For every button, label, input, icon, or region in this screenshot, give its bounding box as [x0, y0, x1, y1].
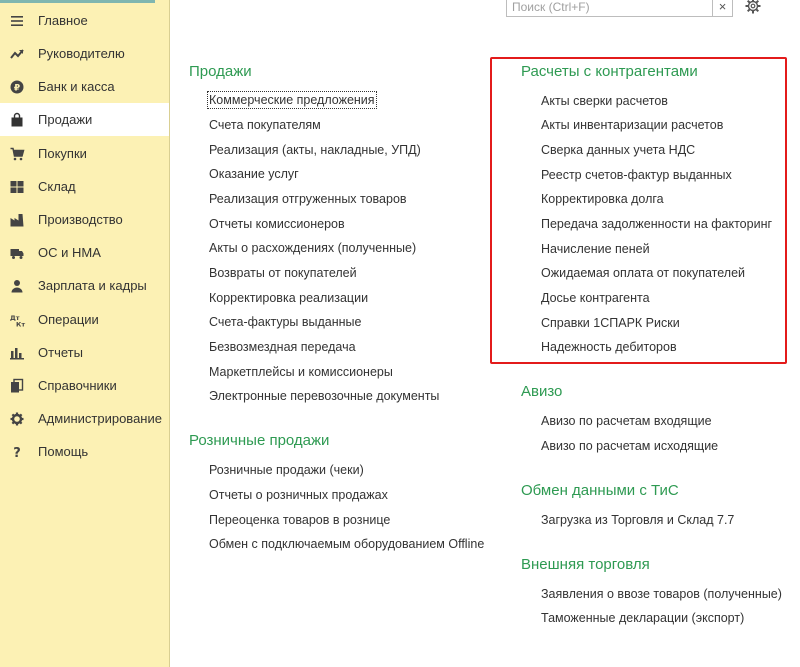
- link-import-tis[interactable]: Загрузка из Торговля и Склад 7.7: [541, 513, 735, 527]
- section-title-foreign-trade: Внешняя торговля: [521, 556, 650, 573]
- shopping-bag-icon: [10, 113, 24, 127]
- sidebar-item-label: Главное: [38, 13, 88, 28]
- sidebar-item-label: Продажи: [38, 112, 93, 127]
- svg-text:?: ?: [13, 445, 21, 461]
- link-sales-realization[interactable]: Реализация (акты, накладные, УПД): [209, 143, 421, 157]
- link-commercial-offers[interactable]: Коммерческие предложения: [209, 93, 375, 107]
- section-title-sales: Продажи: [189, 63, 252, 80]
- link-issued-invoices[interactable]: Счета-фактуры выданные: [209, 315, 362, 329]
- sidebar-item-label: Покупки: [38, 146, 87, 161]
- link-inventory-acts[interactable]: Акты инвентаризации расчетов: [541, 118, 724, 132]
- search-input[interactable]: Поиск (Ctrl+F): [506, 0, 713, 17]
- sidebar-item-label: ОС и НМА: [38, 245, 101, 260]
- sidebar: [0, 0, 170, 667]
- sidebar-item-label: Администрирование: [38, 411, 162, 426]
- factory-icon: [10, 213, 24, 227]
- link-factoring[interactable]: Передача задолженности на факторинг: [541, 217, 773, 231]
- sidebar-item-label: Производство: [38, 212, 123, 227]
- link-counterparty-dossier[interactable]: Досье контрагента: [541, 291, 650, 305]
- gear-icon: [10, 412, 24, 426]
- svg-text:Кт: Кт: [16, 320, 26, 328]
- sidebar-item-bank[interactable]: [0, 70, 169, 103]
- section-title-exchange: Обмен данными с ТиС: [521, 482, 679, 499]
- link-electronic-transport-docs[interactable]: Электронные перевозочные документы: [209, 389, 440, 403]
- section-title-aviso: Авизо: [521, 383, 563, 400]
- link-import-statements[interactable]: Заявления о ввозе товаров (полученные): [541, 587, 782, 601]
- link-debtor-reliability[interactable]: Надежность дебиторов: [541, 340, 677, 354]
- sidebar-top-accent: [0, 0, 155, 3]
- link-customer-returns[interactable]: Возвраты от покупателей: [209, 266, 357, 280]
- sidebar-item-salary[interactable]: [0, 269, 169, 302]
- sidebar-item-administration[interactable]: [0, 402, 169, 435]
- link-vat-reconciliation[interactable]: Сверка данных учета НДС: [541, 143, 696, 157]
- svg-text:Дт: Дт: [10, 313, 20, 322]
- link-reconciliation-acts[interactable]: Акты сверки расчетов: [541, 94, 668, 108]
- sidebar-item-manager[interactable]: [0, 37, 169, 70]
- sidebar-item-label: Зарплата и кадры: [38, 278, 147, 293]
- link-sales-adjustment[interactable]: Корректировка реализации: [209, 291, 369, 305]
- cart-icon: [10, 147, 24, 161]
- sidebar-item-fixed-assets[interactable]: [0, 236, 169, 269]
- sidebar-item-main[interactable]: [0, 4, 169, 37]
- link-offline-equipment[interactable]: Обмен с подключаемым оборудованием Offline: [209, 537, 485, 551]
- link-aviso-outgoing[interactable]: Авизо по расчетам исходящие: [541, 439, 719, 453]
- sidebar-item-label: Руководителю: [38, 46, 125, 61]
- link-free-transfer[interactable]: Безвозмездная передача: [209, 340, 356, 354]
- link-spark-risks[interactable]: Справки 1СПАРК Риски: [541, 316, 680, 330]
- link-expected-payment[interactable]: Ожидаемая оплата от покупателей: [541, 266, 746, 280]
- sidebar-item-help[interactable]: [0, 435, 169, 468]
- sidebar-item-warehouse[interactable]: [0, 170, 169, 203]
- sidebar-item-sales[interactable]: [0, 103, 169, 136]
- search-clear-button[interactable]: ×: [712, 0, 733, 17]
- link-aviso-incoming[interactable]: Авизо по расчетам входящие: [541, 414, 712, 428]
- section-title-retail: Розничные продажи: [189, 432, 330, 449]
- sidebar-item-operations[interactable]: [0, 303, 169, 336]
- sidebar-item-purchases[interactable]: [0, 137, 169, 170]
- menu-lines-icon: [10, 14, 24, 28]
- bar-chart-icon: [10, 346, 24, 360]
- sidebar-item-production[interactable]: [0, 203, 169, 236]
- link-customer-invoices[interactable]: Счета покупателям: [209, 118, 321, 132]
- sidebar-item-label: Операции: [38, 312, 99, 327]
- svg-text:₽: ₽: [13, 83, 21, 93]
- sidebar-item-label: Банк и касса: [38, 79, 115, 94]
- ruble-coin-icon: [10, 80, 24, 94]
- link-discrepancy-acts[interactable]: Акты о расхождениях (полученные): [209, 241, 417, 255]
- sidebar-item-references[interactable]: [0, 369, 169, 402]
- link-customs-declarations[interactable]: Таможенные декларации (экспорт): [541, 611, 745, 625]
- link-shipped-goods[interactable]: Реализация отгруженных товаров: [209, 192, 407, 206]
- truck-icon: [10, 246, 24, 260]
- link-invoice-register[interactable]: Реестр счетов-фактур выданных: [541, 168, 732, 182]
- link-commission-reports[interactable]: Отчеты комиссионеров: [209, 217, 345, 231]
- trend-icon: [10, 47, 24, 61]
- link-penalties[interactable]: Начисление пеней: [541, 242, 650, 256]
- link-marketplaces[interactable]: Маркетплейсы и комиссионеры: [209, 365, 393, 379]
- link-retail-receipts[interactable]: Розничные продажи (чеки): [209, 463, 364, 477]
- link-debt-adjustment[interactable]: Корректировка долга: [541, 192, 664, 206]
- section-title-settlements: Расчеты с контрагентами: [521, 63, 698, 80]
- link-retail-reports[interactable]: Отчеты о розничных продажах: [209, 488, 388, 502]
- sidebar-item-label: Отчеты: [38, 345, 83, 360]
- sidebar-item-label: Справочники: [38, 378, 117, 393]
- sidebar-item-reports[interactable]: [0, 336, 169, 369]
- question-icon: [10, 445, 24, 459]
- link-retail-revaluation[interactable]: Переоценка товаров в рознице: [209, 513, 391, 527]
- warehouse-icon: [10, 180, 24, 194]
- books-icon: [10, 379, 24, 393]
- sidebar-item-label: Помощь: [38, 444, 89, 459]
- link-services[interactable]: Оказание услуг: [209, 167, 299, 181]
- person-icon: [10, 279, 24, 293]
- settings-gear-icon[interactable]: [744, 0, 762, 15]
- sidebar-item-label: Склад: [38, 179, 76, 194]
- dt-kt-icon: [10, 313, 24, 327]
